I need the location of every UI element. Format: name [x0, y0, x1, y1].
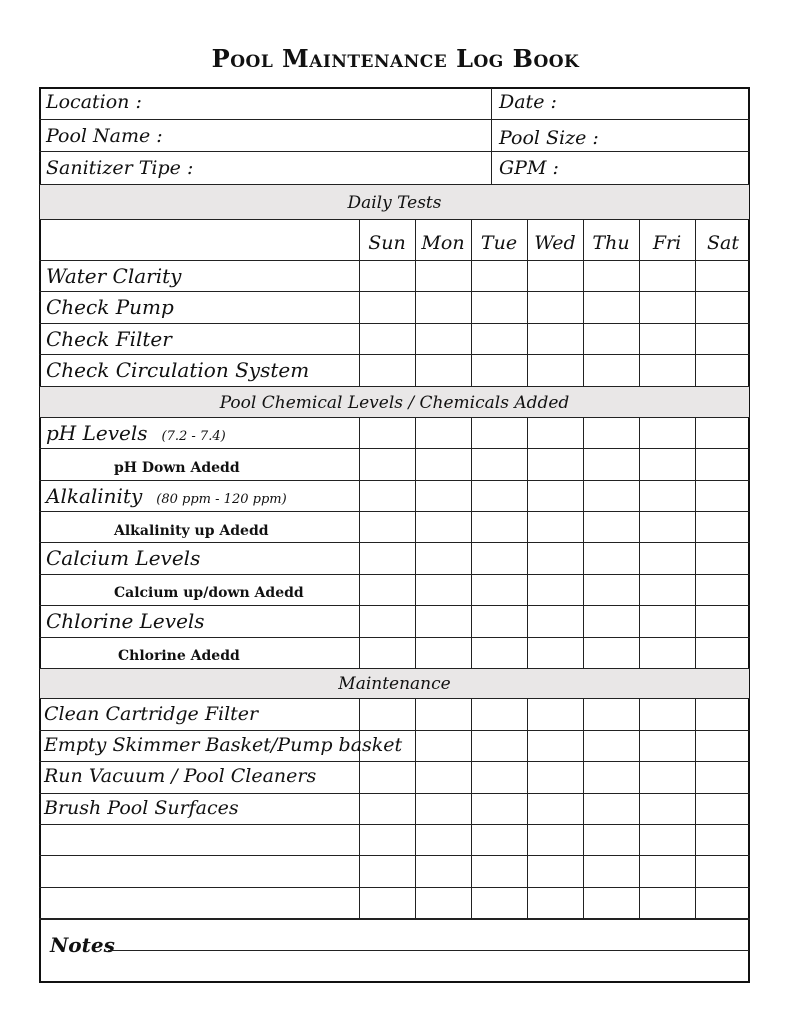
ph-levels-text: pH Levels [46, 421, 148, 445]
column-divider [471, 417, 472, 668]
day-wed: Wed [534, 232, 576, 254]
column-divider [527, 698, 528, 918]
column-divider [359, 698, 360, 918]
grid-rule [39, 417, 750, 418]
grid-rule [39, 574, 750, 575]
grid-rule [39, 793, 750, 794]
header-rule [39, 119, 750, 120]
page-title: Pool Maintenance Log Book [211, 44, 580, 73]
grid-rule [39, 260, 750, 261]
check-pump-label: Check Pump [46, 295, 174, 319]
column-divider [359, 417, 360, 668]
water-clarity-label: Water Clarity [46, 264, 182, 288]
daily-tests-heading: Daily Tests [347, 193, 442, 213]
grid-rule [39, 668, 750, 669]
column-divider [527, 417, 528, 668]
grid-rule [39, 354, 750, 355]
grid-rule [39, 448, 750, 449]
ph-levels-label [46, 421, 226, 445]
grid-rule [39, 480, 750, 481]
run-vacuum-label: Run Vacuum / Pool Cleaners [44, 765, 317, 787]
grid-rule [39, 824, 750, 825]
calcium-added-label: Calcium up/down Adedd [114, 585, 304, 601]
alkalinity-range: (80 ppm - 120 ppm) [156, 492, 287, 507]
day-thu: Thu [592, 232, 630, 254]
notes-label: Notes [50, 933, 115, 957]
grid-rule [39, 291, 750, 292]
day-fri: Fri [652, 232, 682, 254]
grid-rule [39, 637, 750, 638]
pool-name-field[interactable]: Pool Name : [46, 125, 163, 147]
chemicals-heading: Pool Chemical Levels / Chemicals Added [219, 393, 570, 413]
maintenance-heading: Maintenance [338, 674, 451, 694]
column-divider [415, 698, 416, 918]
calcium-levels-label: Calcium Levels [46, 546, 201, 570]
grid-rule [39, 542, 750, 543]
grid-rule [39, 323, 750, 324]
day-sun: Sun [368, 232, 406, 254]
check-circulation-label: Check Circulation System [46, 358, 310, 382]
notes-line[interactable] [108, 950, 749, 951]
notes-rule [39, 918, 750, 920]
pool-size-field[interactable]: Pool Size : [499, 127, 599, 149]
alkalinity-added-label: Alkalinity up Adedd [114, 523, 269, 539]
date-field[interactable]: Date : [499, 91, 557, 113]
column-divider [415, 417, 416, 668]
location-field[interactable]: Location : [46, 91, 142, 113]
check-filter-label: Check Filter [46, 327, 172, 351]
day-tue: Tue [480, 232, 518, 254]
header-rule [39, 151, 750, 152]
grid-rule [39, 855, 750, 856]
grid-rule [39, 887, 750, 888]
grid-rule [39, 698, 750, 699]
column-divider [695, 698, 696, 918]
grid-rule [39, 761, 750, 762]
sanitizer-field[interactable]: Sanitizer Tipe : [46, 157, 194, 179]
alkalinity-label [46, 484, 287, 508]
day-sat: Sat [707, 232, 739, 254]
column-divider [639, 417, 640, 668]
chlorine-levels-label: Chlorine Levels [46, 609, 205, 633]
column-divider [639, 698, 640, 918]
brush-surfaces-label: Brush Pool Surfaces [44, 797, 239, 819]
grid-rule [39, 386, 750, 387]
clean-cartridge-label: Clean Cartridge Filter [44, 703, 259, 725]
grid-rule [39, 511, 750, 512]
column-divider [583, 417, 584, 668]
day-mon: Mon [421, 232, 465, 254]
column-divider [583, 698, 584, 918]
grid-rule [39, 605, 750, 606]
gpm-field[interactable]: GPM : [499, 157, 559, 179]
ph-added-label: pH Down Adedd [114, 460, 240, 476]
alkalinity-text: Alkalinity [46, 484, 143, 508]
column-divider [471, 698, 472, 918]
header-divider [491, 88, 492, 184]
band-rule [39, 219, 750, 220]
ph-range: (7.2 - 7.4) [161, 429, 226, 444]
column-divider [695, 417, 696, 668]
grid-rule [39, 730, 750, 731]
chlorine-added-label: Chlorine Adedd [118, 648, 240, 664]
empty-skimmer-label: Empty Skimmer Basket/Pump basket [44, 734, 403, 756]
